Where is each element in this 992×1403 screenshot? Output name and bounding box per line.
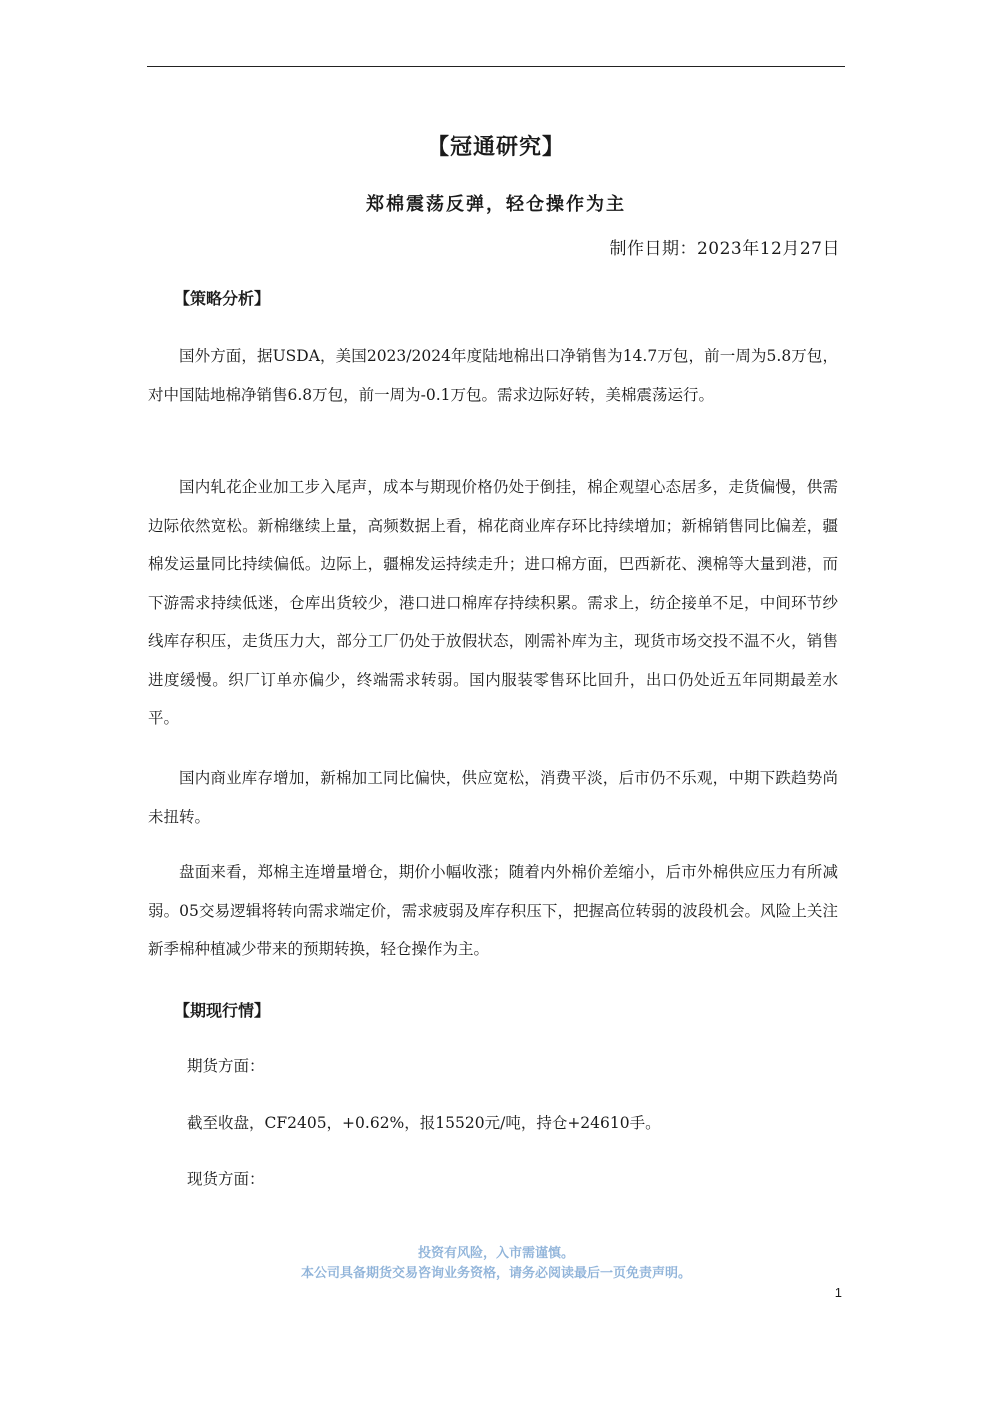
futures-label: 期货方面： bbox=[187, 1057, 265, 1075]
strategy-paragraph-overseas: 国外方面，据USDA，美国2023/2024年度陆地棉出口净销售为14.7万包，前一周为5.8万包，对中国陆地棉净销售6.8万包，前一周为-0.1万包。需求边际好转，美棉震荡运行。 bbox=[148, 347, 838, 404]
strategy-paragraph-market: 盘面来看，郑棉主连增量增仓，期价小幅收涨；随着内外棉价差缩小，后市外棉供应压力有所减弱。05交易逻辑将转向需求端定价，需求疲弱及库存积压下，把握高位转弱的波段机会。风险上关注新季棉种植减少带来的预期转换，轻仓操作为主。 bbox=[148, 863, 838, 958]
brand-title: 【冠通研究】 bbox=[426, 134, 565, 160]
strategy-heading: 【策略分析】 bbox=[174, 289, 271, 308]
header-rule bbox=[147, 66, 845, 67]
strategy-paragraph-domestic: 国内轧花企业加工步入尾声，成本与期现价格仍处于倒挂，棉企观望心态居多，走货偏慢，供需边际依然宽松。新棉继续上量，高频数据上看，棉花商业库存环比持续增加；新棉销售同比偏差，疆棉发运量同比持续偏低。边际上，疆棉发运持续走升；进口棉方面，巴西新花、澳棉等大量到港，而下游需求持续低迷，仓库出货较少，港口进口棉库存持续积累。需求上，纺企接单不足，中间环节纱线库存积压，走货压力大，部分工厂仍处于放假状态，刚需补库为主，现货市场交投不温不火，销售进度缓慢。织厂订单亦偏少，终端需求转弱。国内服装零售环比回升，出口仍处近五年同期最差水平。 bbox=[148, 478, 838, 727]
page-number: 1 bbox=[834, 1285, 842, 1300]
document-date: 制作日期：2023年12月27日 bbox=[609, 239, 840, 259]
futures-quote: 截至收盘，CF2405，+0.62%，报15520元/吨，持仓+24610手。 bbox=[187, 1114, 661, 1132]
disclaimer-note: 本公司具备期货交易咨询业务资格，请务必阅读最后一页免责声明。 bbox=[300, 1266, 691, 1281]
spot-label: 现货方面： bbox=[187, 1170, 265, 1188]
strategy-paragraph-inventory: 国内商业库存增加，新棉加工同比偏快，供应宽松，消费平淡，后市仍不乐观，中期下跌趋势尚未扭转。 bbox=[148, 769, 838, 826]
risk-warning: 投资有风险，入市需谨慎。 bbox=[417, 1246, 574, 1261]
document-title: 郑棉震荡反弹，轻仓操作为主 bbox=[366, 194, 626, 215]
market-heading: 【期现行情】 bbox=[174, 1001, 271, 1020]
